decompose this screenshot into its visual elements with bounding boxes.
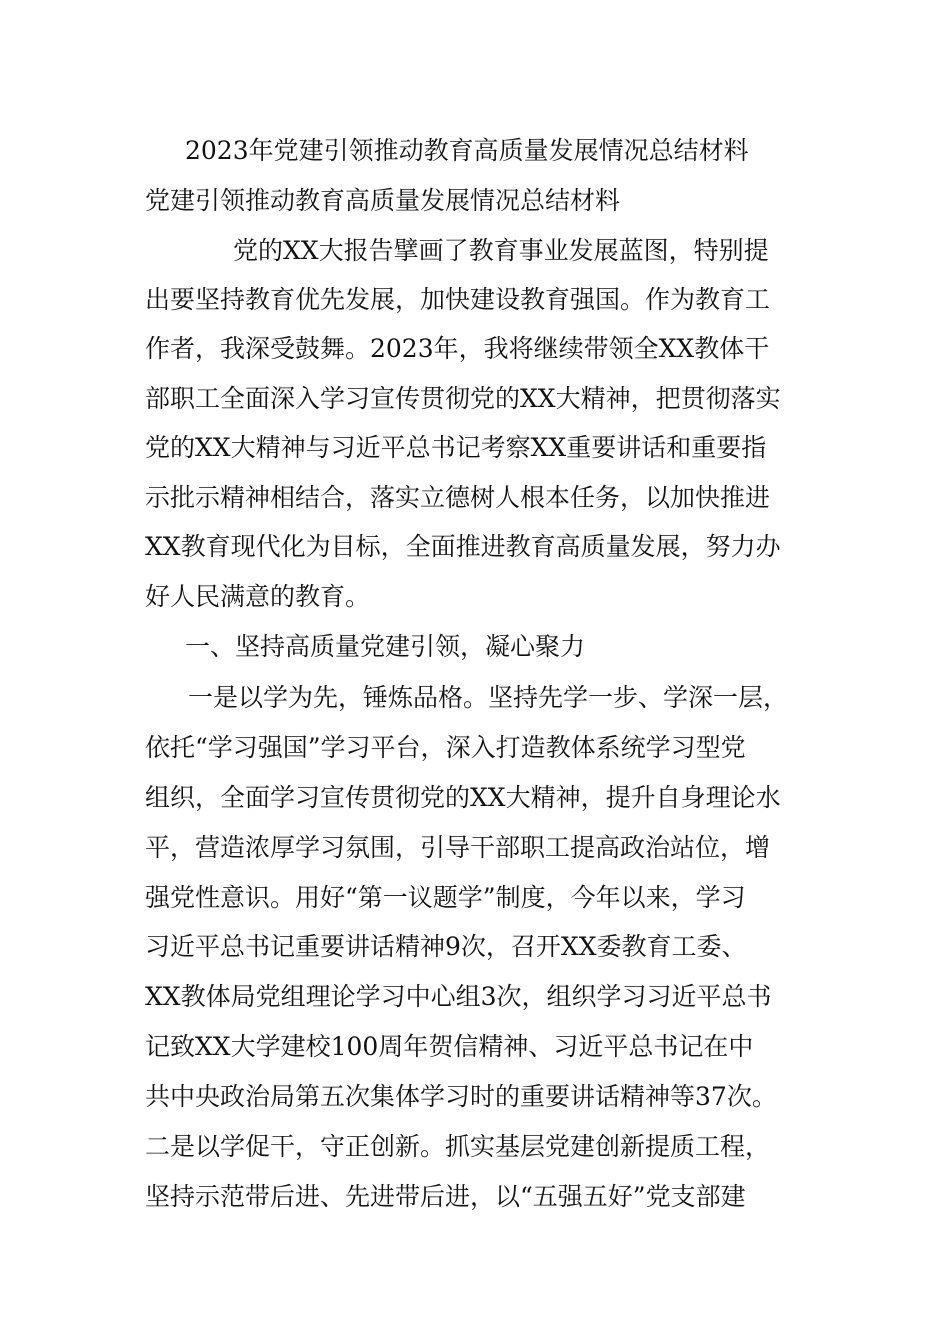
paragraph-line: 一是以学为先，锤炼品格。坚持先学一步、学深一层， xyxy=(188,683,789,712)
paragraph-line: 出要坚持教育优先发展，加快建设教育强国。作为教育工 xyxy=(145,285,771,314)
paragraph-line: 强党性意识。用好“第一议题学”制度，今年以来，学习 xyxy=(145,883,746,912)
paragraph-line: XX教体局党组理论学习中心组3次，组织学习习近平总书 xyxy=(145,982,772,1011)
paragraph-line: 好人民满意的教育。 xyxy=(145,582,371,611)
paragraph-line: 二是以学促干，守正创新。抓实基层党建创新提质工程， xyxy=(145,1132,771,1161)
document-subtitle: 党建引领推动教育高质量发展情况总结材料 xyxy=(145,186,621,215)
paragraph-line: 作者，我深受鼓舞。2023年，我将继续带领全XX教体干 xyxy=(145,334,770,363)
paragraph-line: 部职工全面深入学习宣传贯彻党的XX大精神，把贯彻落实 xyxy=(145,384,781,413)
paragraph-line: 平，营造浓厚学习氛围，引导干部职工提高政治站位，增 xyxy=(145,833,771,862)
paragraph-line: 记致XX大学建校100周年贺信精神、习近平总书记在中 xyxy=(145,1032,754,1061)
paragraph-line: 示批示精神相结合，落实立德树人根本任务，以加快推进 xyxy=(145,483,771,512)
document-title: 2023年党建引领推动教育高质量发展情况总结材料 xyxy=(185,136,749,165)
section-heading: 一、坚持高质量党建引领，凝心聚力 xyxy=(185,632,586,661)
paragraph-line: 坚持示范带后进、先进带后进，以“五强五好”党支部建 xyxy=(145,1182,746,1211)
paragraph-line: 党的XX大精神与习近平总书记考察XX重要讲话和重要指 xyxy=(145,433,767,462)
paragraph-line: XX教育现代化为目标，全面推进教育高质量发展，努力办 xyxy=(145,532,781,561)
paragraph-line: 习近平总书记重要讲话精神9次，召开XX委教育工委、 xyxy=(145,932,747,961)
paragraph-line: 依托“学习强国”学习平台，深入打造教体系统学习型党 xyxy=(145,733,746,762)
paragraph-line: 党的XX大报告擘画了教育事业发展蓝图，特别提 xyxy=(233,236,769,265)
paragraph-line: 共中央政治局第五次集体学习时的重要讲话精神等37次。 xyxy=(145,1082,777,1111)
paragraph-line: 组织，全面学习宣传贯彻党的XX大精神，提升自身理论水 xyxy=(145,783,781,812)
